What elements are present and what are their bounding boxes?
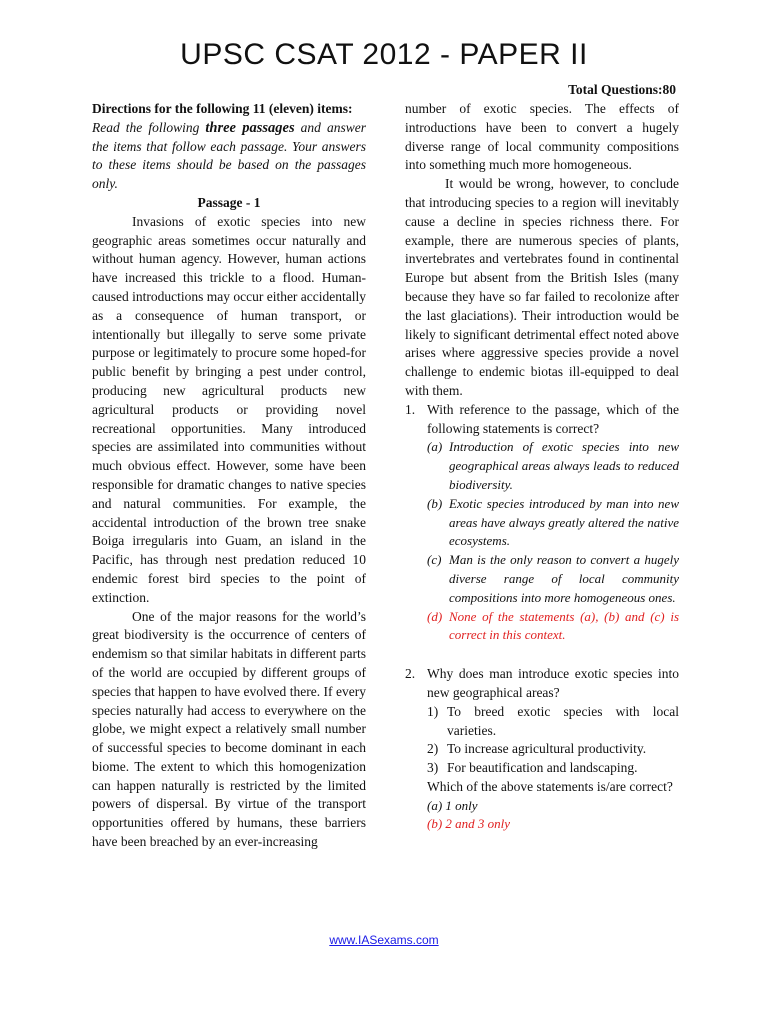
directions-heading: Directions for the following 11 (eleven) items: — [92, 101, 353, 116]
option-b-answer: (b) 2 and 3 only — [427, 816, 511, 832]
right-column — [405, 100, 679, 834]
question-1 — [405, 401, 679, 645]
question-prompt: Which of the above statements is/are correct? — [427, 778, 673, 794]
passage-paragraph-2-continued: number of exotic species. The effects of introductions have been to convert a hugely diverse range of local community compositions into something much more homogeneous. — [405, 101, 679, 173]
option-d-answer: (d) None of the statements (a), (b) and (c) is correct in this context. — [427, 608, 679, 643]
total-questions: Total Questions:80 — [568, 82, 676, 97]
footer — [0, 933, 768, 947]
passage-title: Passage - 1 — [197, 194, 261, 210]
passage-paragraph-1: Invasions of exotic species into new geographic areas sometimes occur naturally and without human agency. However, human actions have increased this trickle to a flood. Human-caused introductions may occur either accidentally as a consequence of human transport, or intentionally but illegally to serve some private purpose or legitimately to procure some hoped-for public benefit by bringing a pest under control, producing new agricultural products new agricultural products or providing novel recreational opportunities. Many introduced species are assimilated into communities without much obvious effect. However, some have been responsible for dramatic changes to native species and natural communities. For example, the accidental introduction of the brown tree snake Boiga irregularis into Guam, an island in the Pacific, has through nest predation reduced 10 endemic forest bird species to the point of extinction. — [92, 213, 367, 605]
question-text: Why does man introduce exotic species into new geographical areas? — [427, 666, 679, 700]
left-column — [92, 100, 366, 852]
option-b: (b) Exotic species introduced by man into new areas have always greatly altered the native ecosystems. — [427, 495, 679, 549]
statement-3: 3) For beautification and landscaping. — [427, 760, 638, 776]
statement-1: 1) To breed exotic species with local varieties. — [427, 703, 679, 738]
directions-instructions: Read the following three passages and answer the items that follow each passage. Your answers to these items should be based on the passages only. — [92, 119, 366, 192]
page-title: UPSC CSAT 2012 - PAPER II — [180, 38, 588, 71]
question-number: 1. — [405, 401, 416, 417]
question-number: 2. — [405, 666, 416, 682]
option-c: (c) Man is the only reason to convert a hugely diverse range of local community compositions into more homogeneous ones. — [427, 552, 679, 605]
question-text: With reference to the passage, which of the following statements is correct? — [427, 401, 679, 436]
statement-2: 2) To increase agricultural productivity. — [427, 741, 647, 757]
option-a: (a) 1 only — [427, 797, 478, 813]
question-2 — [405, 665, 679, 834]
passage-paragraph-3: It would be wrong, however, to conclude that introducing species to a region will inevitably cause a decline in species richness there. For example, there are numerous species of plants, invertebrates and vertebrates found in continental Europe but absent from the British Isles (many because they have so far failed to recolonize after the last glaciations). Their introduction would be likely to significant detrimental effect noted above arises where aggressive species provide a novel challenge to endemic biotas ill-equipped to deal with them. — [405, 176, 679, 398]
option-a: (a) Introduction of exotic species into new geographical areas always leads to reduced biodiversity. — [427, 439, 679, 492]
passage-paragraph-2: One of the major reasons for the world’s great biodiversity is the occurrence of centers of endemism so that similar habitats in different parts of the world are occupied by different groups of species that happen to have evolved there. If every species naturally had access to everywhere on the globe, we might expect a relatively small number of successful species to become dominant in each biome. The extent to which this homogenization can happen naturally is restricted by the limited powers of dispersal. By virtue of the transport opportunities offered by humans, these barriers have been breached by an ever-increasing — [92, 608, 366, 850]
website-link[interactable]: www.IASexams.com — [329, 933, 439, 947]
